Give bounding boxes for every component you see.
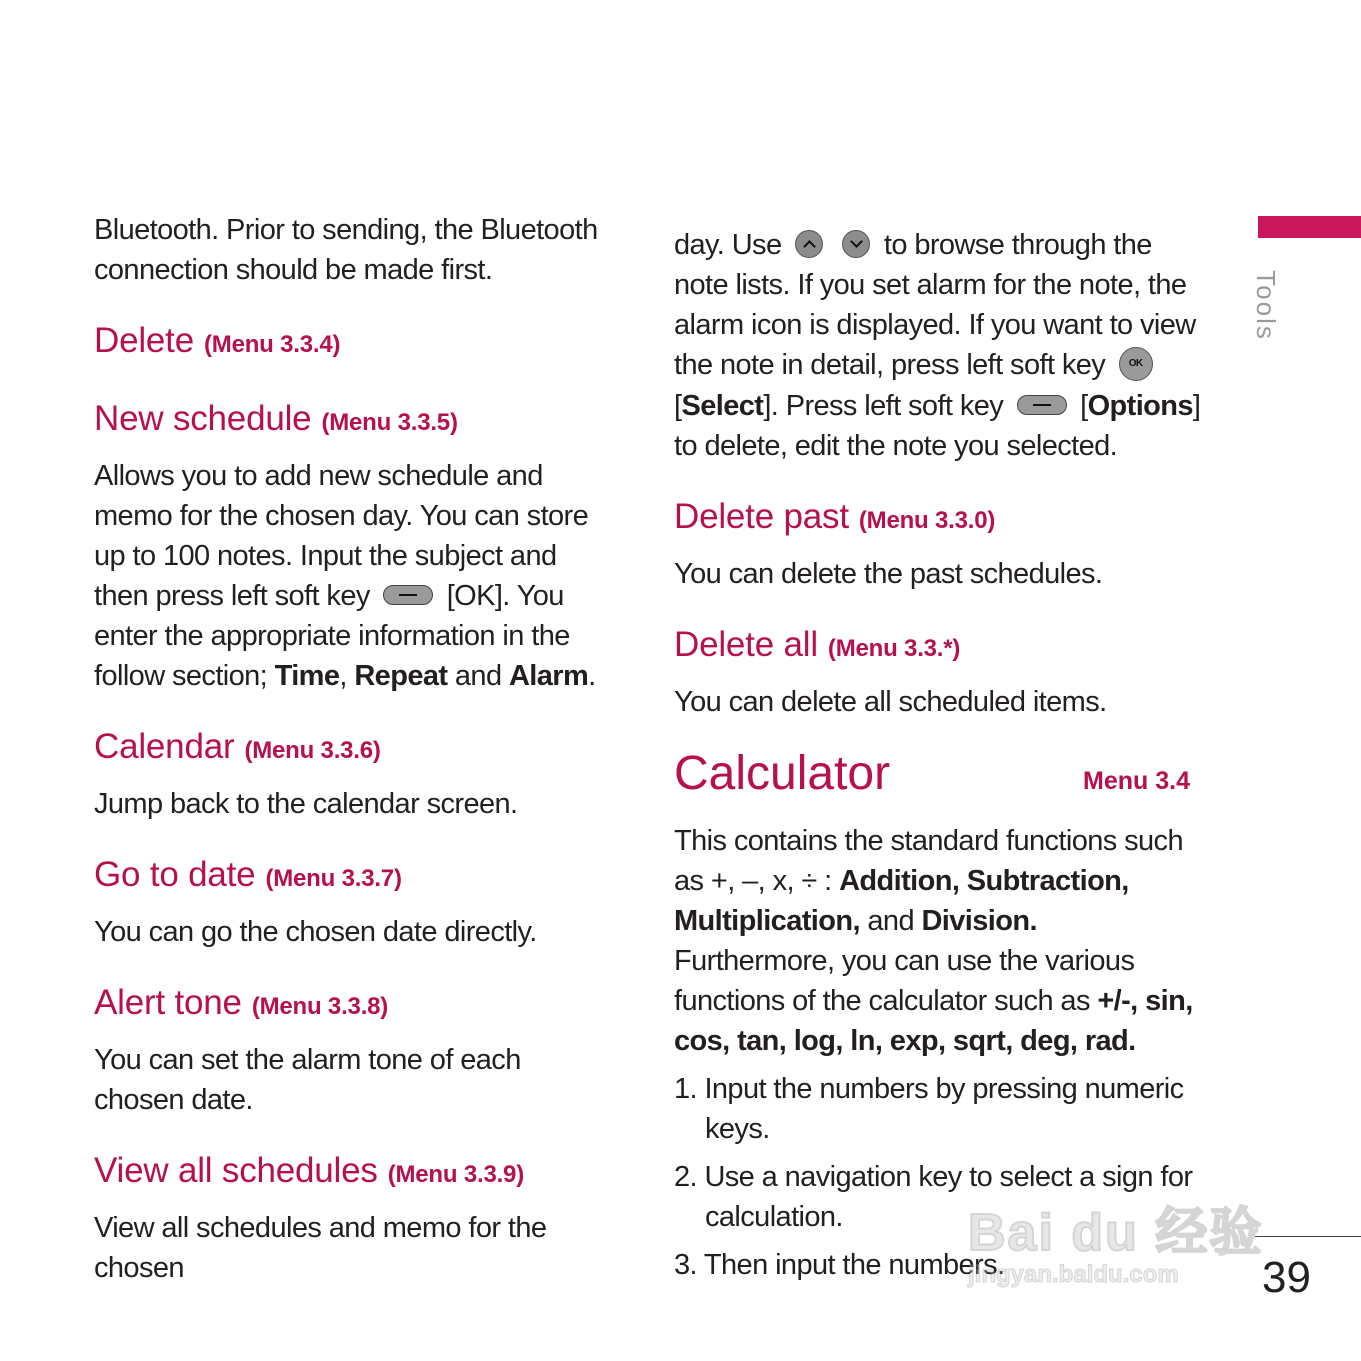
period: . <box>588 660 596 692</box>
new-schedule-text <box>94 456 614 696</box>
new-schedule-text-2: [OK]. You enter the appropriate information in the follow section; <box>94 580 570 692</box>
and-word: and <box>867 904 914 937</box>
step-item: 1. Input the numbers by pressing numeric keys. <box>674 1072 1184 1145</box>
heading-alert-tone-title: Alert tone <box>94 983 242 1022</box>
heading-calculator-menu: Menu 3.4 <box>1083 766 1190 795</box>
heading-go-to-date <box>94 852 614 902</box>
right-column <box>674 225 1204 1293</box>
intro-text: Bluetooth. Prior to sending, the Bluetooth connection should be made first. <box>94 214 598 286</box>
footer-rule <box>1255 1236 1361 1237</box>
options-rest-text: ] to delete, edit the note you selected. <box>674 389 1201 462</box>
term-functions: +/-, sin, cos, tan, log, ln, exp, sqrt, deg, rad. <box>674 984 1193 1057</box>
heading-delete-all-menu: (Menu 3.3.*) <box>827 634 961 662</box>
heading-calculator-title: Calculator <box>674 746 891 800</box>
press-left-text: Press left soft key <box>785 389 1004 422</box>
heading-calendar <box>94 724 614 774</box>
new-schedule-text-1: Allows you to add new schedule and memo for the chosen day. You can store up to 100 notes. Input the subject and then press left soft key <box>94 460 589 612</box>
watermark-url: jingyan.baidu.com <box>968 1261 1179 1288</box>
calendar-text: Jump back to the calendar screen. <box>94 788 518 820</box>
heading-calculator <box>674 744 1190 811</box>
heading-delete-all <box>674 622 1204 672</box>
soft-key-icon <box>1017 395 1067 415</box>
delete-all-text: You can delete all scheduled items. <box>674 685 1107 718</box>
section-tab-marker <box>1258 216 1361 238</box>
heading-calendar-menu: (Menu 3.3.6) <box>244 737 381 764</box>
bracket-open: [ <box>1080 389 1088 422</box>
bracket-close: ]. <box>763 389 779 422</box>
step-item: 2. Use a navigation key to select a sign for calculation. <box>674 1160 1193 1233</box>
calculator-text <box>674 821 1204 1061</box>
heading-delete-all-title: Delete all <box>674 624 818 664</box>
watermark <box>968 1190 1268 1310</box>
heading-view-all <box>94 1148 614 1198</box>
view-all-text: View all schedules and memo for the chosen <box>94 1212 547 1284</box>
left-column <box>94 210 614 1288</box>
nav-down-key-icon <box>842 230 870 258</box>
heading-go-to-date-menu: (Menu 3.3.7) <box>265 865 402 892</box>
heading-new-schedule <box>94 396 614 446</box>
term-operations: Addition, Subtraction, Multiplication, <box>674 864 1129 937</box>
term-repeat: Repeat <box>354 660 448 692</box>
term-alarm: Alarm <box>508 660 589 692</box>
heading-go-to-date-title: Go to date <box>94 855 256 894</box>
heading-view-all-title: View all schedules <box>94 1151 378 1190</box>
step-item: 3. Then input the numbers. <box>674 1248 1005 1281</box>
continued-text <box>674 225 1204 466</box>
watermark-logo: Bai du 经验 <box>968 1204 1264 1262</box>
heading-delete-past <box>674 494 1204 544</box>
heading-alert-tone <box>94 980 614 1030</box>
page-number: 39 <box>1262 1253 1311 1302</box>
calculator-text-a: This contains the standard functions such as +, –, x, ÷ : <box>674 824 1183 897</box>
calculator-text-b: Furthermore, you can use the various functions of the calculator such as <box>674 944 1135 1017</box>
heading-new-schedule-title: New schedule <box>94 399 312 438</box>
delete-past-text: You can delete the past schedules. <box>674 557 1103 590</box>
heading-view-all-menu: (Menu 3.3.9) <box>387 1161 524 1188</box>
browse-text: to browse through the note lists. If you set alarm for the note, the alarm icon is displayed. If you want to view the note in detail, press left soft key <box>674 229 1196 381</box>
heading-delete-past-menu: (Menu 3.3.0) <box>858 506 996 534</box>
day-use-text: day. Use <box>674 229 782 261</box>
heading-delete-past-title: Delete past <box>674 496 849 536</box>
heading-delete-title: Delete <box>94 321 194 360</box>
heading-calendar-title: Calendar <box>94 727 235 766</box>
bracket-open: [ <box>674 389 682 422</box>
section-label: Tools <box>1250 270 1281 341</box>
heading-delete <box>94 318 614 368</box>
go-to-date-text: You can go the chosen date directly. <box>94 916 537 948</box>
comma: , <box>339 660 347 692</box>
nav-up-key-icon <box>795 230 823 258</box>
soft-key-icon <box>383 585 433 605</box>
term-division: Division. <box>921 904 1037 937</box>
term-options: Options <box>1087 389 1193 422</box>
heading-alert-tone-menu: (Menu 3.3.8) <box>251 993 389 1020</box>
heading-new-schedule-menu: (Menu 3.3.5) <box>321 409 458 436</box>
and-word: and <box>454 660 502 692</box>
term-time: Time <box>274 660 340 692</box>
term-select: Select <box>681 389 764 422</box>
ok-key-icon: OK <box>1119 347 1153 381</box>
alert-tone-text: You can set the alarm tone of each chosen date. <box>94 1044 521 1116</box>
heading-delete-menu: (Menu 3.3.4) <box>203 331 341 358</box>
